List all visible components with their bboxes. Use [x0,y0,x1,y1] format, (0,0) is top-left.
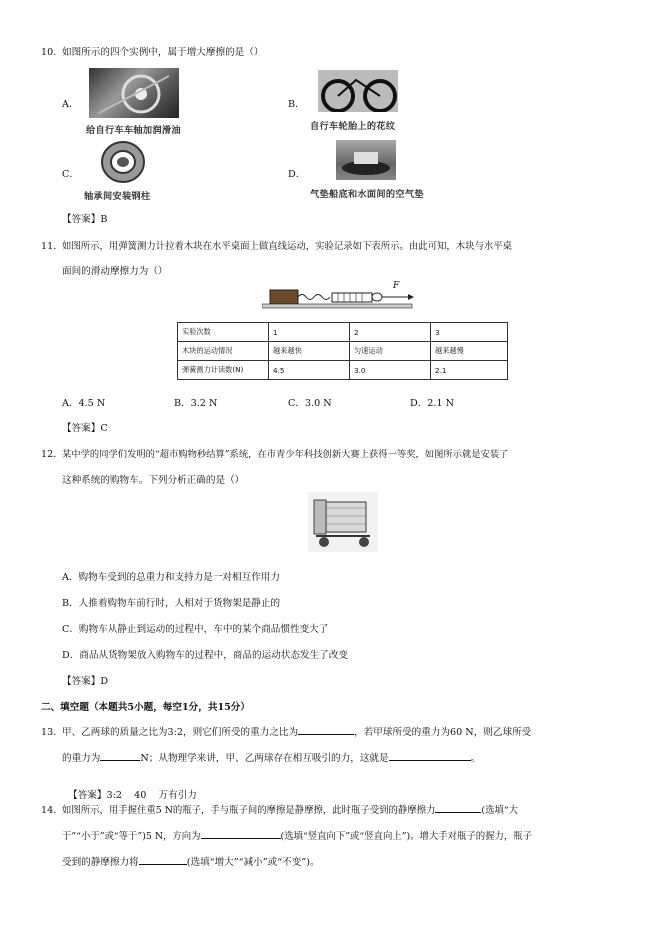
table-cell: 弹簧测力计读数(N) [178,361,269,380]
answer-value: B [100,214,108,225]
q13-blank-2[interactable] [100,750,140,761]
q14-text: 如图所示，用手握住重5 N的瓶子，手与瓶子间的摩擦是静摩擦，此时瓶子受到的静摩擦力 [62,805,436,816]
q10-answer [62,211,107,225]
q14-text: (选填“增大”“减小”或“不变”)。 [186,857,320,868]
table-cell: 3 [431,323,508,342]
table-cell: 4.5 [269,361,350,380]
table-cell: 越来越快 [269,342,350,361]
table-cell: 2 [350,323,431,342]
answer-tag: 【答案】 [62,676,101,687]
q12-option-a: A．购物车受到的总重力和支持力是一对相互作用力 [62,572,280,583]
answer-value: C [100,423,108,434]
q14-line1 [62,802,518,816]
hovercraft-image [336,140,396,180]
q12-number: 12． [41,449,63,460]
q10-option-b-label: B． [288,99,305,110]
q13-answer [62,776,197,801]
q13-line1 [62,724,531,738]
table-cell: 匀速运动 [350,342,431,361]
q13-text: 。 [470,753,481,764]
answer-tag: 【答案】 [62,423,101,434]
q13-text: 的重力为 [62,753,101,764]
q10-option-d-label: D． [288,169,306,180]
q12-answer [62,673,108,687]
q10-option-c-caption: 轴承间安装钢柱 [84,191,151,202]
q12-stem-line1: 某中学的同学们发明的“超市购物秒结算”系统，在市青少年科技创新大赛上获得一等奖，如图所示就是安装了 [62,449,509,460]
q14-text: 于”“小于”或“等于”)5 N，方向为 [62,831,201,842]
table-cell: 3.0 [350,361,431,380]
bicycle-tire-image [318,70,398,112]
q13-number: 13． [41,727,63,738]
answer-tag: 【答案】 [62,214,101,225]
q10-number: 10． [41,47,63,58]
q14-line3 [62,854,320,868]
spring-scale-diagram [262,281,417,318]
q11-option-d: D．2.1 N [410,398,454,409]
q10-option-d-caption: 气垫船底和水面间的空气垫 [310,189,424,200]
section-heading: 二、填空题（本题共5小题，每空1分，共15分） [41,702,250,713]
q14-line2 [62,828,532,842]
q14-number: 14． [41,805,63,816]
bicycle-gear-icon [89,68,179,118]
q12-option-c: C．购物车从静止到运动的过程中，车中的某个商品惯性变大了 [62,624,329,635]
bearing-image [98,140,148,184]
bicycle-axle-oil-image [89,68,179,118]
answer-value: D [100,676,109,687]
answer-value: 3:2 40 万有引力 [106,790,197,801]
table-row [178,361,508,380]
table-cell: 1 [269,323,350,342]
q11-option-c: C．3.0 N [288,398,332,409]
table-cell: 越来越慢 [431,342,508,361]
q14-blank-1[interactable] [435,802,481,813]
bearing-icon [98,140,148,184]
q13-text: ，若甲球所受的重力为60 N，则乙球所受 [354,727,532,738]
shopping-cart-image [306,490,380,554]
q10-option-c-label: C． [62,169,79,180]
q11-number: 11． [41,241,63,252]
q13-blank-3[interactable] [389,750,471,761]
hovercraft-icon [336,140,396,180]
shopping-cart-icon [306,490,380,554]
table-row [178,342,508,361]
q13-text: 甲、乙两球的质量之比为3:2，则它们所受的重力之比为 [62,727,299,738]
q14-text: (选填“大 [481,805,518,816]
bicycle-wheel-icon [318,70,398,112]
table-cell: 2.1 [431,361,508,380]
q10-option-a-label: A． [62,99,79,110]
q14-blank-2[interactable] [201,828,281,839]
q12-option-b: B．人推着购物车前行时，人相对于货物架是静止的 [62,598,281,609]
force-label: F [393,281,400,291]
q12-option-d: D．商品从货物架放入购物车的过程中，商品的运动状态发生了改变 [62,650,348,661]
q14-text: 受到的静摩擦力将 [62,857,139,868]
q13-text: N；从物理学来讲，甲、乙两球存在相互吸引的力，这就是 [140,753,389,764]
answer-tag: 【答案】 [68,790,107,801]
q10-stem: 如图所示的四个实例中，属于增大摩擦的是（） [62,47,264,58]
q10-option-b-caption: 自行车轮胎上的花纹 [310,121,396,132]
q14-blank-3[interactable] [139,854,187,865]
q11-answer [62,420,108,434]
q11-stem-line2: 面间的滑动摩擦力为（） [62,266,168,277]
q13-line2 [62,750,480,764]
q11-option-a: A．4.5 N [62,398,106,409]
q11-option-b: B．3.2 N [174,398,218,409]
q14-text: (选填“竖直向下”或“竖直向上”)。增大手对瓶子的握力，瓶子 [280,831,533,842]
q13-blank-1[interactable] [298,724,354,735]
table-cell: 实验次数 [178,323,269,342]
experiment-table [177,322,508,380]
q11-stem-line1: 如图所示，用弹簧测力计拉着木块在水平桌面上做直线运动，实验记录如下表所示。由此可知，木块与水平桌 [62,241,513,252]
q12-stem-line2: 这种系统的购物车。下列分析正确的是（） [62,475,245,486]
table-row [178,323,508,342]
table-cell: 木块的运动情况 [178,342,269,361]
q10-option-a-caption: 给自行车车轴加润滑油 [86,125,181,136]
